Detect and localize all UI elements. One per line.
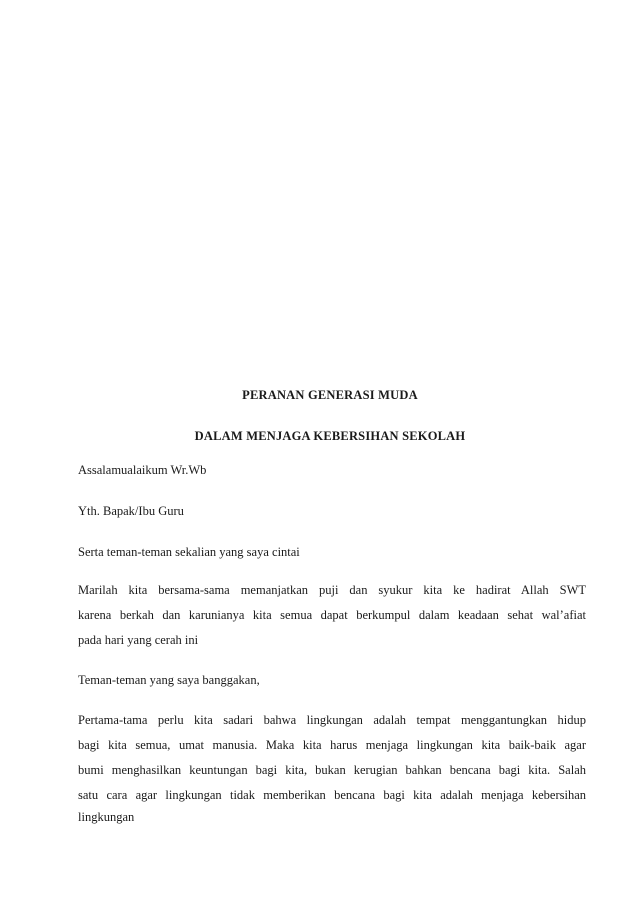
- document-title-line-1: PERANAN GENERASI MUDA: [242, 388, 418, 402]
- address-line: Teman-teman yang saya banggakan,: [78, 673, 260, 687]
- paragraph-2-line-2: bagi kita semua, umat manusia. Maka kita harus menjaga lingkungan kita baik-baik agar: [78, 738, 586, 752]
- document-title-line-2: DALAM MENJAGA KEBERSIHAN SEKOLAH: [194, 429, 466, 443]
- greeting-text: Assalamualaikum Wr.Wb: [78, 463, 207, 477]
- paragraph-2-line-5: lingkungan: [78, 810, 135, 824]
- paragraph-1-line-3: pada hari yang cerah ini: [78, 633, 199, 647]
- paragraph-2-line-3: bumi menghasilkan keuntungan bagi kita, bukan kerugian bahkan bencana bagi kita. Salah: [78, 763, 586, 777]
- salutation-teachers: Yth. Bapak/Ibu Guru: [78, 504, 184, 518]
- paragraph-1-line-1: Marilah kita bersama-sama memanjatkan puji dan syukur kita ke hadirat Allah SWT: [78, 583, 586, 597]
- paragraph-2-line-4: satu cara agar lingkungan tidak memberikan bencana bagi kita adalah menjaga kebersihan: [78, 788, 586, 802]
- paragraph-2-line-1: Pertama-tama perlu kita sadari bahwa lingkungan adalah tempat menggantungkan hidup: [78, 713, 586, 727]
- salutation-friends: Serta teman-teman sekalian yang saya cintai: [78, 545, 300, 559]
- paragraph-1-line-2: karena berkah dan karunianya kita semua dapat berkumpul dalam keadaan sehat wal’afiat: [78, 608, 586, 622]
